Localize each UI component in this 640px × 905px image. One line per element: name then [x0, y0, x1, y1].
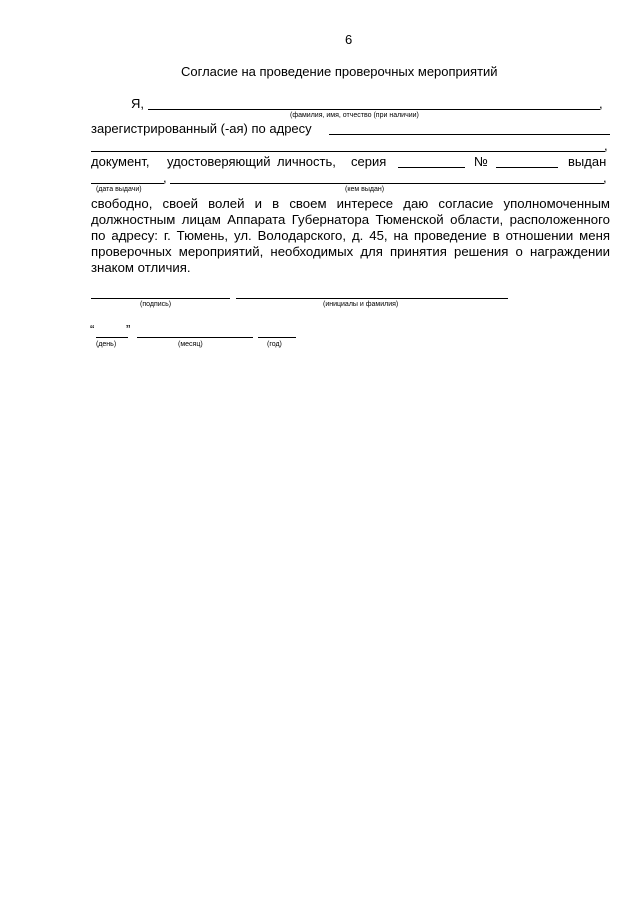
month-caption: (месяц)	[178, 341, 203, 348]
series-label: серия	[351, 154, 387, 169]
issued-by-caption: (кем выдан)	[345, 186, 385, 193]
consent-paragraph: свободно, своей волей и в своем интересе даю согласие уполномоченным должностным лицам Аппарата Губернатора Тюменской области, расположенного по адресу: г. Тюмень, ул. Володарского, д. 45, на проведение в отношении меня проверочных мероприятий, необходимых для принятия решения о награждении знаком отличия.	[91, 196, 610, 275]
document-word: документ,	[91, 154, 150, 169]
date-issued-caption: (дата выдачи)	[96, 186, 142, 193]
initials-caption: (инициалы и фамилия)	[323, 301, 399, 308]
fio-caption: (фамилия, имя, отчество (при наличии)	[290, 112, 419, 119]
year-field[interactable]	[258, 337, 296, 338]
date-open-quote: “	[90, 322, 95, 337]
address-label: зарегистрированный (-ая) по адресу	[91, 121, 312, 136]
initials-field[interactable]	[236, 298, 508, 299]
day-caption: (день)	[96, 341, 117, 348]
document-title: Согласие на проведение проверочных мероприятий	[181, 64, 498, 79]
date-issued-comma: ,	[163, 170, 167, 185]
address-field[interactable]	[329, 134, 610, 135]
fio-field-comma: ,	[599, 96, 603, 111]
ya-label: Я,	[131, 96, 144, 111]
month-field[interactable]	[137, 337, 253, 338]
year-caption: (год)	[267, 341, 282, 348]
day-field[interactable]	[96, 337, 128, 338]
issued-by-comma: ,	[603, 170, 607, 185]
signature-field[interactable]	[91, 298, 230, 299]
date-issued-field[interactable]	[91, 183, 164, 184]
fio-field[interactable]	[148, 109, 600, 110]
number-sign-label: №	[474, 154, 488, 169]
address-comma: ,	[604, 138, 608, 153]
issued-label: выдан	[568, 154, 607, 169]
certifying-word: удостоверяющий	[167, 154, 271, 169]
issued-by-field[interactable]	[170, 183, 604, 184]
number-field[interactable]	[496, 167, 558, 168]
series-field[interactable]	[398, 167, 465, 168]
identity-word: личность,	[277, 154, 336, 169]
signature-caption: (подпись)	[140, 301, 172, 308]
date-close-quote: ”	[126, 322, 131, 337]
address-field-continued[interactable]	[91, 151, 605, 152]
page-number: 6	[345, 32, 353, 47]
